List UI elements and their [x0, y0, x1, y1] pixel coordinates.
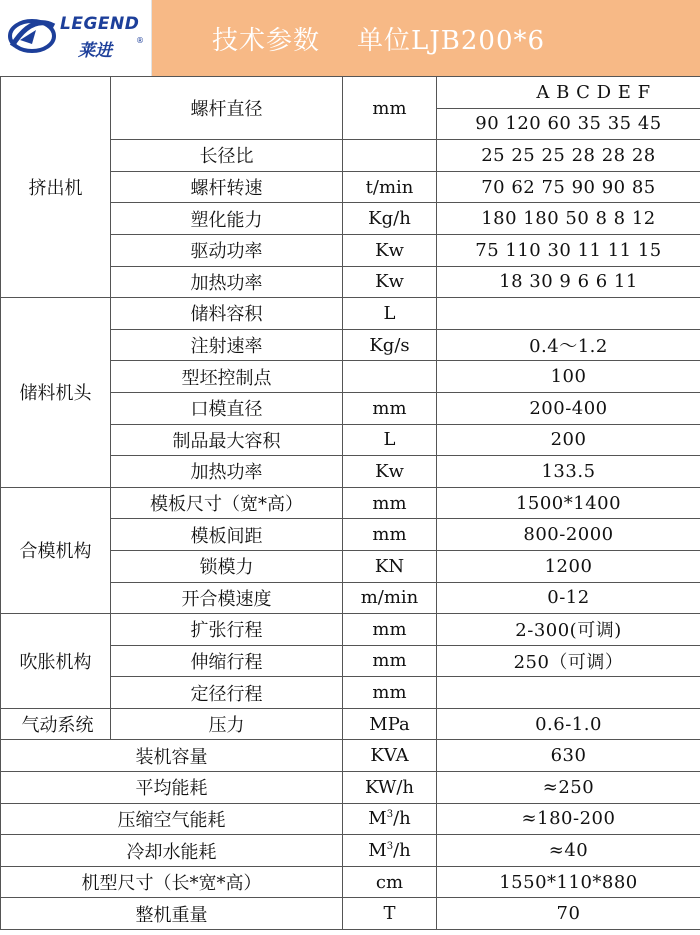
unit-tail: /h — [393, 808, 411, 830]
param-value: 1200 — [437, 550, 700, 582]
table-row — [1, 298, 700, 330]
param-label: 定径行程 — [111, 677, 343, 709]
unit-base: M — [368, 808, 387, 830]
param-label: 螺杆转速 — [111, 171, 343, 203]
param-label: 扩张行程 — [111, 614, 343, 646]
param-unit: KVA — [343, 740, 437, 772]
param-value: 200-400 — [437, 392, 700, 424]
param-value: 200 — [437, 424, 700, 456]
unit-base: M — [368, 840, 387, 862]
param-value: 250（可调） — [437, 645, 700, 677]
param-label: 模板尺寸（宽*高） — [111, 487, 343, 519]
param-unit: mm — [343, 519, 437, 551]
param-unit: mm — [343, 614, 437, 646]
table-row — [1, 866, 700, 898]
table-row — [1, 77, 700, 109]
param-unit — [343, 803, 437, 835]
param-value: 70 62 75 90 90 85 — [437, 171, 700, 203]
param-label: 口模直径 — [111, 392, 343, 424]
table-row — [1, 487, 700, 519]
section-label: 合模机构 — [1, 487, 111, 613]
param-value: 630 — [437, 740, 700, 772]
param-unit: L — [343, 424, 437, 456]
param-value: 70 — [437, 898, 700, 930]
param-label: 整机重量 — [1, 898, 343, 930]
param-value — [437, 677, 700, 709]
logo-text-cn: 莱进 — [78, 41, 112, 61]
param-unit: mm — [343, 645, 437, 677]
param-value: 133.5 — [437, 456, 700, 488]
unit-superscript: 3 — [386, 841, 394, 853]
param-value: 25 25 25 28 28 28 — [437, 140, 700, 172]
param-value: 100 — [437, 361, 700, 393]
page-header — [0, 0, 700, 76]
param-value: 2-300(可调) — [437, 614, 700, 646]
section-label: 吹胀机构 — [1, 614, 111, 709]
param-label: 伸缩行程 — [111, 645, 343, 677]
param-value: ≈180-200 — [437, 803, 700, 835]
table-row — [1, 614, 700, 646]
table-row — [1, 740, 700, 772]
param-label: 注射速率 — [111, 329, 343, 361]
param-label: 开合模速度 — [111, 582, 343, 614]
param-unit — [343, 835, 437, 867]
param-value: 800-2000 — [437, 519, 700, 551]
table-row — [1, 803, 700, 835]
table-row — [1, 898, 700, 930]
param-unit: mm — [343, 77, 437, 140]
param-value: 18 30 9 6 6 11 — [437, 266, 700, 298]
column-letters: A B C D E F — [437, 77, 700, 109]
param-unit: mm — [343, 392, 437, 424]
page-title: 技术参数 单位LJB200*6 — [212, 26, 546, 56]
param-unit: L — [343, 298, 437, 330]
param-unit: Kg/h — [343, 203, 437, 235]
param-unit: KN — [343, 550, 437, 582]
param-label: 压力 — [111, 708, 343, 740]
legend-logo-icon — [6, 16, 58, 56]
param-value: ≈40 — [437, 835, 700, 867]
param-label: 模板间距 — [111, 519, 343, 551]
logo-text-en: LEGEND — [60, 14, 140, 34]
unit-superscript: 3 — [386, 809, 394, 821]
param-unit: cm — [343, 866, 437, 898]
spec-table — [0, 76, 700, 930]
param-unit: Kw — [343, 234, 437, 266]
param-unit: Kg/s — [343, 329, 437, 361]
unit-tail: /h — [393, 840, 411, 862]
param-unit: Kw — [343, 266, 437, 298]
param-value: 90 120 60 35 35 45 — [437, 108, 700, 140]
param-value: 1550*110*880 — [437, 866, 700, 898]
param-label: 型坯控制点 — [111, 361, 343, 393]
param-label: 储料容积 — [111, 298, 343, 330]
param-label: 装机容量 — [1, 740, 343, 772]
param-value: 180 180 50 8 8 12 — [437, 203, 700, 235]
param-label: 制品最大容积 — [111, 424, 343, 456]
param-unit — [343, 361, 437, 393]
param-label: 冷却水能耗 — [1, 835, 343, 867]
title-banner — [152, 0, 700, 76]
section-label: 挤出机 — [1, 77, 111, 298]
param-label: 塑化能力 — [111, 203, 343, 235]
param-value — [437, 298, 700, 330]
section-label: 气动系统 — [1, 708, 111, 740]
table-row — [1, 835, 700, 867]
param-unit — [343, 140, 437, 172]
param-label: 加热功率 — [111, 456, 343, 488]
param-value: ≈250 — [437, 772, 700, 804]
param-unit: mm — [343, 487, 437, 519]
param-label: 锁模力 — [111, 550, 343, 582]
param-unit: mm — [343, 677, 437, 709]
param-value: 0.6-1.0 — [437, 708, 700, 740]
company-logo — [0, 0, 152, 76]
param-label: 压缩空气能耗 — [1, 803, 343, 835]
param-label: 长径比 — [111, 140, 343, 172]
param-unit: MPa — [343, 708, 437, 740]
section-label: 储料机头 — [1, 298, 111, 488]
table-row — [1, 772, 700, 804]
param-value: 0.4～1.2 — [437, 329, 700, 361]
param-label: 加热功率 — [111, 266, 343, 298]
param-value: 0-12 — [437, 582, 700, 614]
param-label: 平均能耗 — [1, 772, 343, 804]
table-row — [1, 708, 700, 740]
param-unit: t/min — [343, 171, 437, 203]
param-label: 机型尺寸（长*宽*高） — [1, 866, 343, 898]
param-unit: T — [343, 898, 437, 930]
logo-registered-mark: ® — [136, 36, 144, 45]
param-label: 螺杆直径 — [111, 77, 343, 140]
param-unit: m/min — [343, 582, 437, 614]
param-value: 75 110 30 11 11 15 — [437, 234, 700, 266]
param-unit: KW/h — [343, 772, 437, 804]
param-unit: Kw — [343, 456, 437, 488]
param-value: 1500*1400 — [437, 487, 700, 519]
param-label: 驱动功率 — [111, 234, 343, 266]
